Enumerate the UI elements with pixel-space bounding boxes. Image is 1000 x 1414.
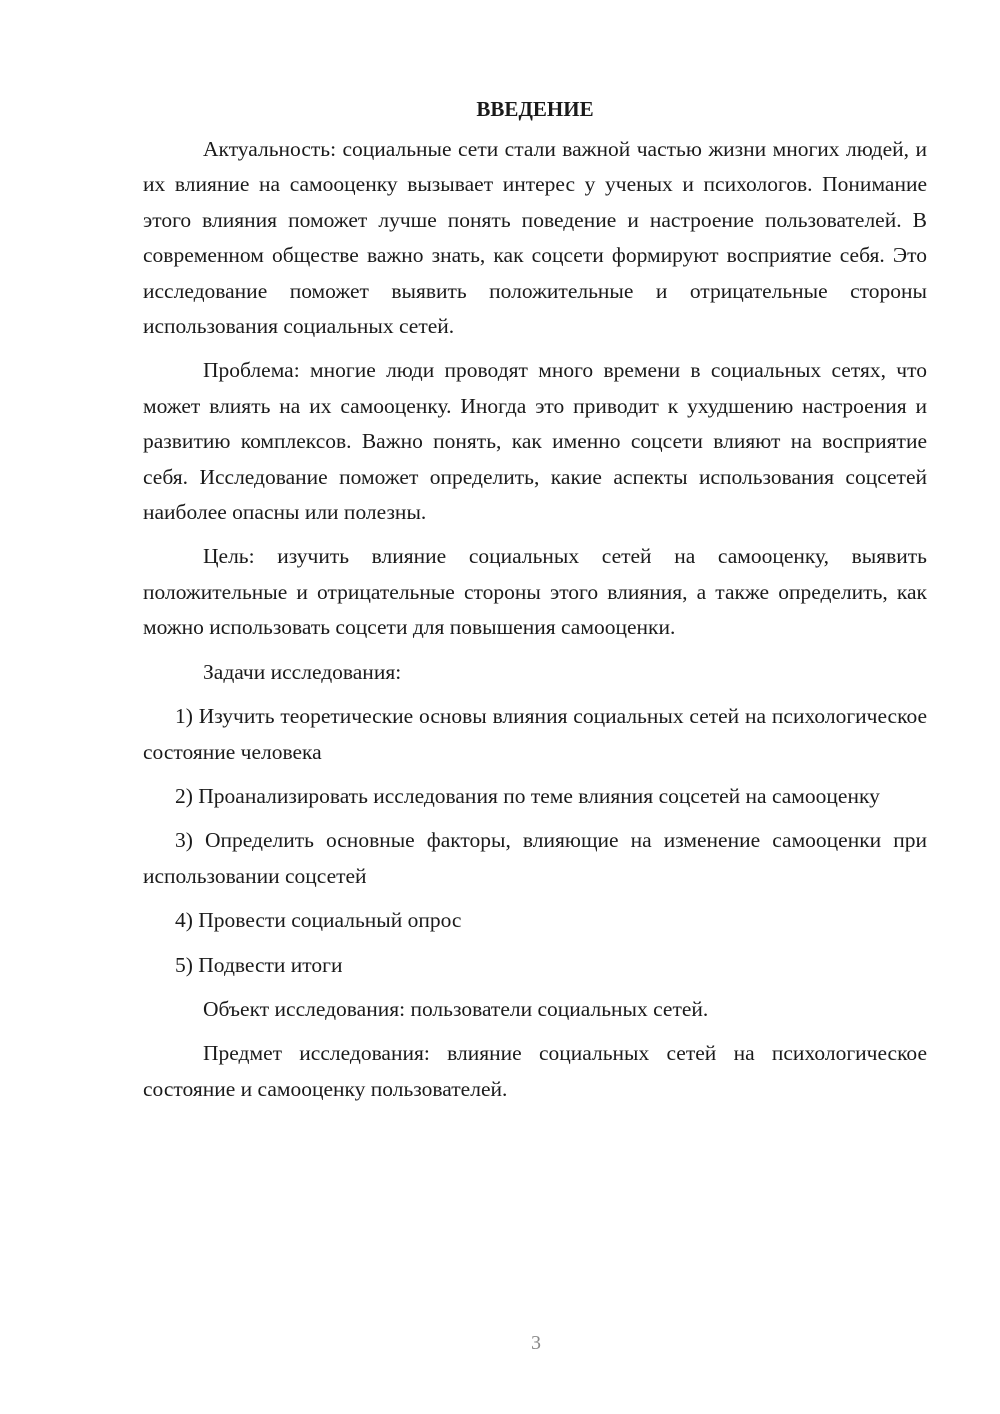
page-number: 3 bbox=[531, 1332, 541, 1354]
document-page bbox=[143, 92, 927, 1116]
task-item-3: 3) Определить основные факторы, влияющие на изменение самооценки при использовании соцсетей bbox=[143, 828, 927, 888]
paragraph-relevance: Актуальность: социальные сети стали важной частью жизни многих людей, и их влияние на самооценку вызывает интерес у ученых и психологов. Понимание этого влияния поможет лучше понять поведение и настроение пользователей. В современном обществе важно знать, как соцсети формируют восприятие себя. Это исследование поможет выявить положительные и отрицательные стороны использования социальных сетей. bbox=[143, 137, 927, 339]
document-title: ВВЕДЕНИЕ bbox=[476, 97, 594, 121]
paragraph-goal: Цель: изучить влияние социальных сетей на самооценку, выявить положительные и отрицательные стороны этого влияния, а также определить, как можно использовать соцсети для повышения самооценки. bbox=[143, 544, 927, 640]
task-item-2: 2) Проанализировать исследования по теме влияния соцсетей на самооценку bbox=[175, 783, 880, 808]
tasks-heading: Задачи исследования: bbox=[203, 659, 402, 684]
paragraph-problem: Проблема: многие люди проводят много времени в социальных сетях, что может влиять на их самооценку. Иногда это приводит к ухудшению настроения и развитию комплексов. Важно понять, как именно соцсети влияют на восприятие себя. Исследование поможет определить, какие аспекты использования соцсетей наиболее опасны или полезны. bbox=[143, 358, 927, 525]
task-item-4: 4) Провести социальный опрос bbox=[175, 908, 462, 933]
tasks-list bbox=[143, 699, 927, 983]
task-item-5: 5) Подвести итоги bbox=[175, 952, 343, 977]
paragraph-subject: Предмет исследования: влияние социальных сетей на психологическое состояние и самооценку пользователей. bbox=[143, 1041, 927, 1101]
paragraph-object: Объект исследования: пользователи социальных сетей. bbox=[203, 996, 709, 1021]
task-item-1: 1) Изучить теоретические основы влияния социальных сетей на психологическое состояние человека bbox=[143, 704, 927, 764]
